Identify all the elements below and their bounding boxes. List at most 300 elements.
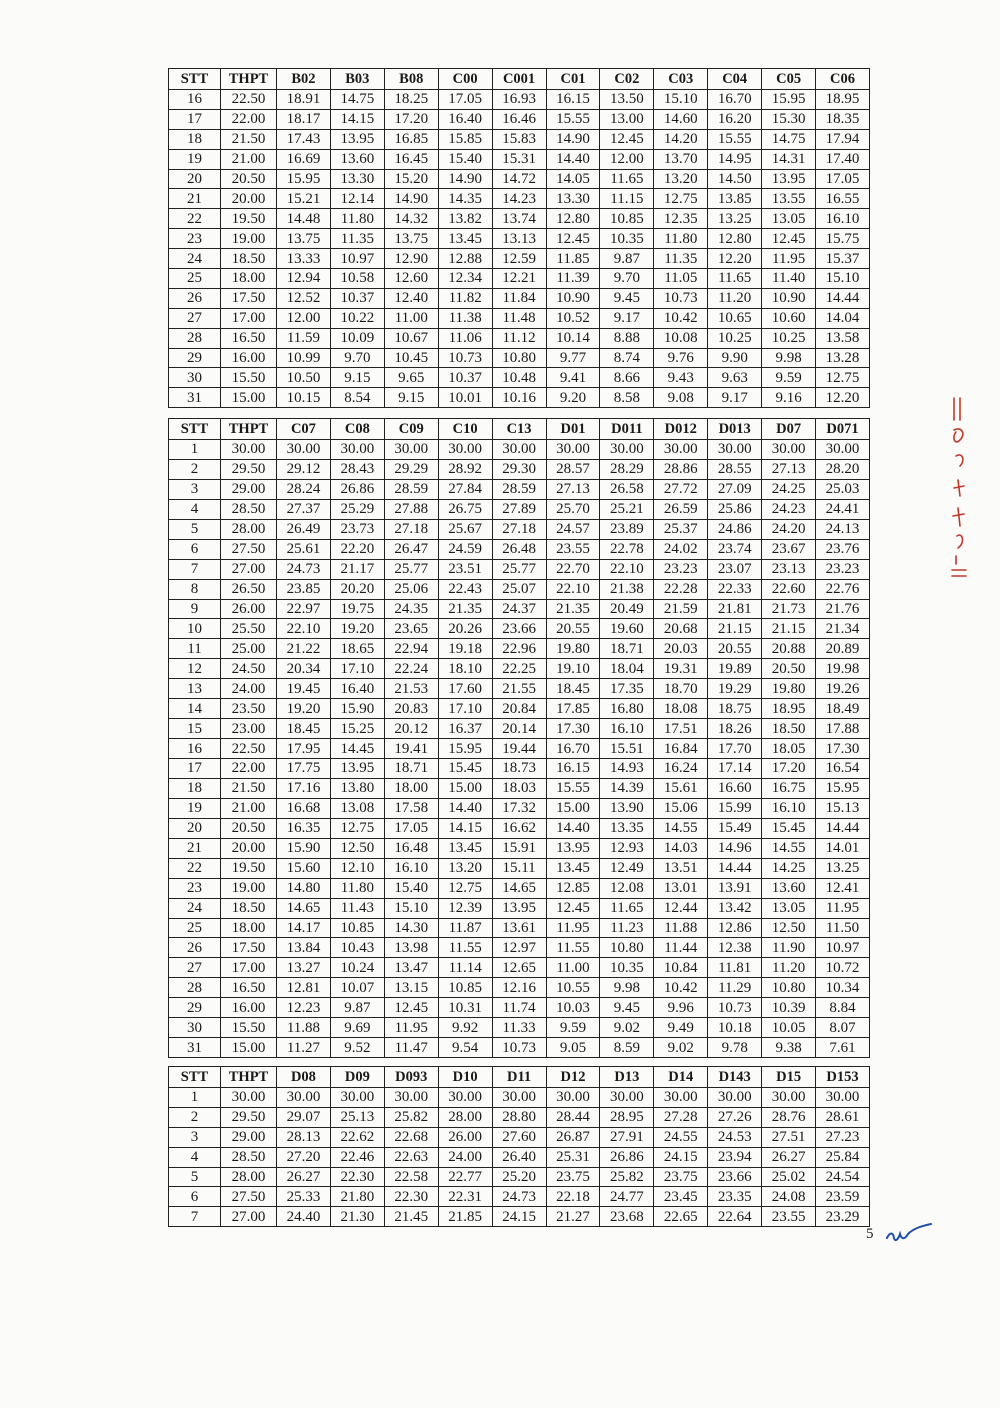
table-cell: 23.51 [438, 559, 492, 579]
table-row [169, 699, 870, 719]
table-cell: 22 [169, 858, 221, 878]
header-row [169, 69, 870, 90]
table-cell: 11.44 [654, 938, 708, 958]
table-cell: 16.75 [762, 778, 816, 798]
table-cell: 16.10 [384, 858, 438, 878]
table-row [169, 1207, 870, 1227]
table-cell: 12.20 [816, 388, 870, 408]
table-cell: 18.35 [816, 109, 870, 129]
table-cell: 21.73 [762, 599, 816, 619]
column-header: C09 [384, 419, 438, 440]
table-cell: 14.55 [654, 818, 708, 838]
table-cell: 9.87 [330, 998, 384, 1018]
table-cell: 9.45 [600, 998, 654, 1018]
table-cell: 20.50 [762, 659, 816, 679]
table-cell: 11.85 [546, 249, 600, 269]
table-cell: 25.00 [221, 639, 277, 659]
table-cell: 30.00 [600, 1088, 654, 1108]
table-cell: 17.00 [221, 958, 277, 978]
table-cell: 17.94 [816, 129, 870, 149]
table-cell: 11.38 [438, 308, 492, 328]
table-cell: 30.00 [221, 1088, 277, 1108]
table-cell: 28.00 [438, 1107, 492, 1127]
table-cell: 24.55 [654, 1127, 708, 1147]
table-cell: 14.65 [277, 898, 331, 918]
table-row [169, 269, 870, 289]
table-cell: 12.94 [277, 269, 331, 289]
table-cell: 11.00 [384, 308, 438, 328]
table-cell: 10.25 [708, 328, 762, 348]
table-cell: 19.75 [330, 599, 384, 619]
table-cell: 26.86 [330, 479, 384, 499]
table-cell: 13.27 [277, 958, 331, 978]
table-cell: 31 [169, 388, 221, 408]
page-number: 5 [866, 1226, 874, 1242]
table-cell: 13.20 [654, 169, 708, 189]
table-cell: 24.73 [277, 559, 331, 579]
table-cell: 9.20 [546, 388, 600, 408]
table-cell: 22.58 [384, 1167, 438, 1187]
table-cell: 21.53 [384, 679, 438, 699]
table-cell: 30.00 [762, 440, 816, 460]
table-cell: 23.94 [708, 1147, 762, 1167]
table-row [169, 659, 870, 679]
table-cell: 3 [169, 1127, 221, 1147]
table-cell: 11.90 [762, 938, 816, 958]
table-cell: 11.74 [492, 998, 546, 1018]
table-cell: 15.20 [384, 169, 438, 189]
table-cell: 23.55 [546, 539, 600, 559]
table-cell: 27.00 [221, 559, 277, 579]
column-header: D14 [654, 1067, 708, 1088]
table-cell: 22.76 [816, 579, 870, 599]
table-cell: 15.75 [816, 229, 870, 249]
table-cell: 10.45 [384, 348, 438, 368]
table-cell: 17.40 [816, 149, 870, 169]
table-cell: 14.72 [492, 169, 546, 189]
table-cell: 12.50 [330, 838, 384, 858]
table-cell: 27.84 [438, 479, 492, 499]
table-cell: 14.96 [708, 838, 762, 858]
table-cell: 21.45 [384, 1207, 438, 1227]
table-cell: 10.99 [277, 348, 331, 368]
table-cell: 13.13 [492, 229, 546, 249]
table-cell: 15.50 [221, 368, 277, 388]
table-cell: 10.22 [330, 308, 384, 328]
table-cell: 14.65 [492, 878, 546, 898]
table-cell: 20.50 [221, 818, 277, 838]
table-cell: 10.50 [277, 368, 331, 388]
table-row [169, 328, 870, 348]
table-cell: 22.62 [330, 1127, 384, 1147]
table-cell: 30.00 [546, 440, 600, 460]
table-cell: 24.41 [816, 499, 870, 519]
table-cell: 12.16 [492, 978, 546, 998]
table-cell: 12.10 [330, 858, 384, 878]
table-cell: 19.60 [600, 619, 654, 639]
table-cell: 15.06 [654, 798, 708, 818]
table-cell: 11.20 [708, 288, 762, 308]
table-cell: 19.80 [762, 679, 816, 699]
table-cell: 13.45 [438, 229, 492, 249]
table-cell: 19.41 [384, 739, 438, 759]
table-cell: 10.67 [384, 328, 438, 348]
table-cell: 22.60 [762, 579, 816, 599]
table-cell: 13.42 [708, 898, 762, 918]
table-cell: 17.05 [438, 90, 492, 110]
table-cell: 22.00 [221, 109, 277, 129]
table-cell: 15 [169, 719, 221, 739]
column-header: D12 [546, 1067, 600, 1088]
table-cell: 10.03 [546, 998, 600, 1018]
table-cell: 10.39 [762, 998, 816, 1018]
table-cell: 13.50 [600, 90, 654, 110]
table-row [169, 149, 870, 169]
table-cell: 23.89 [600, 519, 654, 539]
table-cell: 25.82 [384, 1107, 438, 1127]
table-cell: 26.86 [600, 1147, 654, 1167]
table-cell: 21.85 [438, 1207, 492, 1227]
table-row [169, 519, 870, 539]
table-cell: 30.00 [654, 1088, 708, 1108]
table-row [169, 1127, 870, 1147]
table-cell: 18.49 [816, 699, 870, 719]
column-header: C05 [762, 69, 816, 90]
table-row [169, 938, 870, 958]
table-row [169, 129, 870, 149]
table-cell: 14.75 [330, 90, 384, 110]
table-cell: 9.08 [654, 388, 708, 408]
table-cell: 12.45 [546, 229, 600, 249]
column-header: C06 [816, 69, 870, 90]
table-cell: 9.02 [654, 1038, 708, 1058]
table-cell: 25.77 [492, 559, 546, 579]
table-cell: 17.51 [654, 719, 708, 739]
table-cell: 15.37 [816, 249, 870, 269]
table-cell: 10.60 [762, 308, 816, 328]
table-cell: 29.12 [277, 459, 331, 479]
column-header: D11 [492, 1067, 546, 1088]
table-cell: 12.75 [816, 368, 870, 388]
table-row [169, 719, 870, 739]
table-cell: 15.90 [277, 838, 331, 858]
table-cell: 26.00 [438, 1127, 492, 1147]
table-cell: 12.93 [600, 838, 654, 858]
table-cell: 12.52 [277, 288, 331, 308]
table-cell: 16.40 [438, 109, 492, 129]
table-row [169, 858, 870, 878]
table-cell: 18.50 [762, 719, 816, 739]
column-header: C07 [277, 419, 331, 440]
table-cell: 18.08 [654, 699, 708, 719]
table-cell: 11.14 [438, 958, 492, 978]
table-cell: 3 [169, 479, 221, 499]
table-cell: 16.68 [277, 798, 331, 818]
table-cell: 30.00 [762, 1088, 816, 1108]
table-cell: 6 [169, 539, 221, 559]
table-cell: 12.40 [384, 288, 438, 308]
table-cell: 27.50 [221, 539, 277, 559]
table-cell: 17.16 [277, 778, 331, 798]
table-cell: 15.50 [221, 1018, 277, 1038]
table-cell: 30.00 [708, 1088, 762, 1108]
table-cell: 14.04 [816, 308, 870, 328]
table-cell: 9 [169, 599, 221, 619]
table-cell: 10.35 [600, 229, 654, 249]
table-cell: 19.26 [816, 679, 870, 699]
table-cell: 28.24 [277, 479, 331, 499]
table-cell: 17.60 [438, 679, 492, 699]
table-cell: 27.13 [546, 479, 600, 499]
table-cell: 14.50 [708, 169, 762, 189]
table-cell: 12.97 [492, 938, 546, 958]
table-row [169, 288, 870, 308]
table-cell: 21.38 [600, 579, 654, 599]
table-cell: 28.50 [221, 1147, 277, 1167]
table-cell: 13.00 [600, 109, 654, 129]
table-cell: 30.00 [654, 440, 708, 460]
table-cell: 29.00 [221, 1127, 277, 1147]
table-cell: 10.84 [654, 958, 708, 978]
column-header: STT [169, 419, 221, 440]
table-cell: 15.49 [708, 818, 762, 838]
table-cell: 16.24 [654, 759, 708, 779]
table-cell: 16.62 [492, 818, 546, 838]
table-cell: 12.08 [600, 878, 654, 898]
table-cell: 23.76 [816, 539, 870, 559]
table-cell: 7 [169, 559, 221, 579]
table-cell: 18.50 [221, 249, 277, 269]
table-cell: 9.49 [654, 1018, 708, 1038]
table-cell: 19.80 [546, 639, 600, 659]
table-cell: 22.50 [221, 90, 277, 110]
table-cell: 9.90 [708, 348, 762, 368]
table-row [169, 90, 870, 110]
table-cell: 11.80 [330, 209, 384, 229]
column-header: C01 [546, 69, 600, 90]
table-cell: 24.00 [221, 679, 277, 699]
table-cell: 17.58 [384, 798, 438, 818]
table-cell: 9.98 [600, 978, 654, 998]
table-cell: 21.55 [492, 679, 546, 699]
table-cell: 13.74 [492, 209, 546, 229]
table-cell: 27.23 [816, 1127, 870, 1147]
table-cell: 9.78 [708, 1038, 762, 1058]
table-cell: 15.40 [438, 149, 492, 169]
table-cell: 11.59 [277, 328, 331, 348]
column-header: D143 [708, 1067, 762, 1088]
table-cell: 10.37 [438, 368, 492, 388]
table-row [169, 539, 870, 559]
table-row [169, 838, 870, 858]
table-cell: 22.31 [438, 1187, 492, 1207]
table-cell: 26 [169, 938, 221, 958]
table-cell: 20.03 [654, 639, 708, 659]
table-cell: 16.54 [816, 759, 870, 779]
table-cell: 14.40 [438, 798, 492, 818]
table-cell: 13.95 [492, 898, 546, 918]
table-cell: 26.27 [762, 1147, 816, 1167]
table-cell: 30.00 [600, 440, 654, 460]
table-cell: 10.18 [708, 1018, 762, 1038]
table-cell: 24.77 [600, 1187, 654, 1207]
table-cell: 30.00 [438, 440, 492, 460]
table-cell: 23 [169, 878, 221, 898]
table-cell: 12.45 [546, 898, 600, 918]
table-cell: 25 [169, 269, 221, 289]
table-cell: 12.80 [708, 229, 762, 249]
table-cell: 19.20 [277, 699, 331, 719]
table-cell: 10.35 [600, 958, 654, 978]
table-cell: 15.45 [438, 759, 492, 779]
table-cell: 14.60 [654, 109, 708, 129]
column-header: D07 [762, 419, 816, 440]
table-cell: 9.02 [600, 1018, 654, 1038]
table-cell: 18.00 [221, 918, 277, 938]
table-cell: 28.61 [816, 1107, 870, 1127]
table-cell: 24.15 [654, 1147, 708, 1167]
column-header: C02 [600, 69, 654, 90]
table-cell: 30.00 [492, 1088, 546, 1108]
table-cell: 23.23 [816, 559, 870, 579]
table-cell: 28.57 [546, 459, 600, 479]
table-cell: 14.15 [438, 818, 492, 838]
table-cell: 9.63 [708, 368, 762, 388]
table-cell: 21.50 [221, 129, 277, 149]
table-cell: 16.60 [708, 778, 762, 798]
table-cell: 22.96 [492, 639, 546, 659]
table-cell: 24.53 [708, 1127, 762, 1147]
table-cell: 9.59 [546, 1018, 600, 1038]
table-cell: 9.15 [384, 388, 438, 408]
table-cell: 26.59 [654, 499, 708, 519]
column-header: B02 [277, 69, 331, 90]
column-header: D093 [384, 1067, 438, 1088]
table-cell: 11.06 [438, 328, 492, 348]
table-cell: 28.13 [277, 1127, 331, 1147]
table-row [169, 189, 870, 209]
table-cell: 15.00 [546, 798, 600, 818]
table-row [169, 898, 870, 918]
table-cell: 11.87 [438, 918, 492, 938]
table-row [169, 918, 870, 938]
table-cell: 10.65 [708, 308, 762, 328]
table-cell: 18.45 [277, 719, 331, 739]
header-row [169, 1067, 870, 1088]
table-cell: 11.27 [277, 1038, 331, 1058]
table-cell: 16.70 [546, 739, 600, 759]
table-cell: 19.44 [492, 739, 546, 759]
table-cell: 16.00 [221, 998, 277, 1018]
table-cell: 22.65 [654, 1207, 708, 1227]
table-cell: 18.00 [221, 269, 277, 289]
table-cell: 7.61 [816, 1038, 870, 1058]
table-cell: 13.75 [277, 229, 331, 249]
table-cell: 18.50 [221, 898, 277, 918]
table-cell: 10.72 [816, 958, 870, 978]
table-cell: 27.26 [708, 1107, 762, 1127]
table-cell: 4 [169, 1147, 221, 1167]
table-cell: 15.95 [816, 778, 870, 798]
table-row [169, 739, 870, 759]
table-cell: 10.73 [708, 998, 762, 1018]
table-cell: 17.10 [438, 699, 492, 719]
table-cell: 13.95 [330, 129, 384, 149]
table-cell: 12.75 [438, 878, 492, 898]
table-cell: 22.64 [708, 1207, 762, 1227]
table-cell: 11.55 [546, 938, 600, 958]
table-cell: 19.00 [221, 878, 277, 898]
table-cell: 10.31 [438, 998, 492, 1018]
table-cell: 10.73 [654, 288, 708, 308]
table-cell: 15.55 [708, 129, 762, 149]
table-cell: 5 [169, 1167, 221, 1187]
table-cell: 30.00 [438, 1088, 492, 1108]
table-cell: 14.44 [816, 288, 870, 308]
column-header: D13 [600, 1067, 654, 1088]
table-cell: 23.66 [708, 1167, 762, 1187]
table-cell: 14.32 [384, 209, 438, 229]
table-cell: 8 [169, 579, 221, 599]
table-cell: 16.80 [600, 699, 654, 719]
table-cell: 15.95 [277, 169, 331, 189]
table-cell: 12.44 [654, 898, 708, 918]
table-row [169, 308, 870, 328]
table-cell: 24.35 [384, 599, 438, 619]
table-cell: 11.65 [708, 269, 762, 289]
table-cell: 22.97 [277, 599, 331, 619]
table-cell: 11.80 [330, 878, 384, 898]
table-cell: 17.05 [816, 169, 870, 189]
table-cell: 29.00 [221, 479, 277, 499]
table-cell: 13.84 [277, 938, 331, 958]
table-cell: 27.37 [277, 499, 331, 519]
table-row [169, 559, 870, 579]
table-cell: 21.22 [277, 639, 331, 659]
table-cell: 15.55 [546, 109, 600, 129]
table-cell: 11.12 [492, 328, 546, 348]
table-cell: 10.24 [330, 958, 384, 978]
table-cell: 28.00 [221, 519, 277, 539]
table-row [169, 440, 870, 460]
table-cell: 29.50 [221, 1107, 277, 1127]
table-cell: 10.37 [330, 288, 384, 308]
table-cell: 23.35 [708, 1187, 762, 1207]
table-cell: 29.07 [277, 1107, 331, 1127]
table-cell: 28.95 [600, 1107, 654, 1127]
table-cell: 14 [169, 699, 221, 719]
table-cell: 22.70 [546, 559, 600, 579]
table-row [169, 798, 870, 818]
table-cell: 23.13 [762, 559, 816, 579]
table-cell: 22.30 [384, 1187, 438, 1207]
column-header: D013 [708, 419, 762, 440]
table-cell: 11.81 [708, 958, 762, 978]
table-cell: 19 [169, 149, 221, 169]
table-cell: 22 [169, 209, 221, 229]
table-cell: 22.18 [546, 1187, 600, 1207]
table-row [169, 679, 870, 699]
table-cell: 13.01 [654, 878, 708, 898]
table-cell: 30.00 [816, 1088, 870, 1108]
table-cell: 21 [169, 838, 221, 858]
table-cell: 11.88 [277, 1018, 331, 1038]
table-cell: 22.78 [600, 539, 654, 559]
table-cell: 28.86 [654, 459, 708, 479]
table-cell: 14.30 [384, 918, 438, 938]
table-cell: 21 [169, 189, 221, 209]
table-cell: 24.23 [762, 499, 816, 519]
